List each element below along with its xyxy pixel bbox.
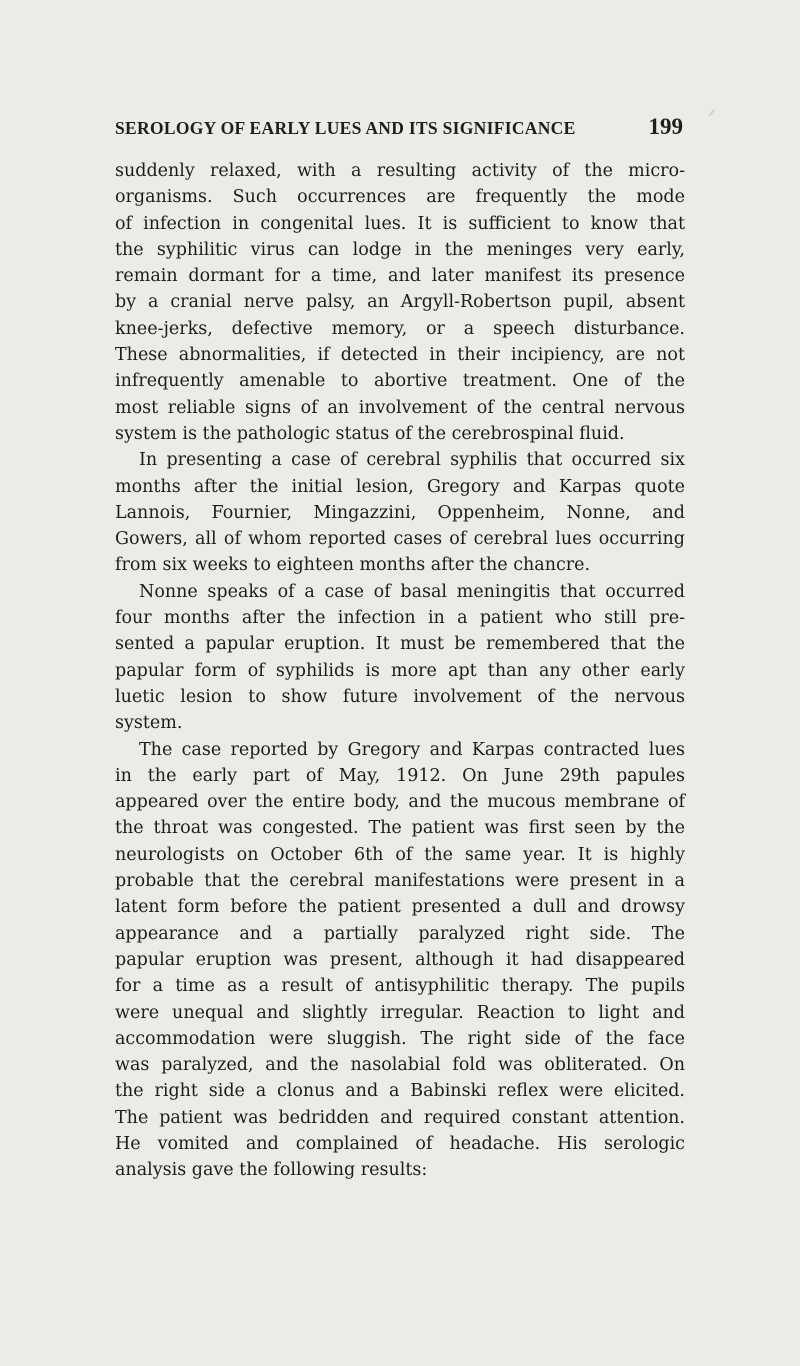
page-number: 199 [648, 114, 683, 139]
text-line: appeared over the entire body, and the mucous membrane of [115, 792, 685, 813]
text-line: papular eruption was present, although it had disappeared [115, 949, 685, 970]
text-line: luetic lesion to show future involvement of the nervous [115, 686, 685, 707]
paragraph [115, 447, 685, 578]
text-line: the syphilitic virus can lodge in the meninges very early, [115, 239, 685, 260]
text-line: infrequently amenable to abortive treatment. One of the [115, 371, 685, 392]
text-line: system is the pathologic status of the cerebrospinal fluid. [115, 423, 625, 444]
text-line: by a cranial nerve palsy, an Argyll-Robertson pupil, absent [115, 292, 685, 313]
text-line: the throat was congested. The patient was first seen by the [115, 818, 685, 839]
text-line: probable that the cerebral manifestations were present in a [115, 871, 685, 892]
text-line: four months after the infection in a patient who still pre- [115, 608, 685, 629]
text-line: sented a papular eruption. It must be remembered that the [115, 634, 685, 655]
text-line: papular form of syphilids is more apt than any other early [115, 660, 685, 681]
text-line: in the early part of May, 1912. On June 29th papules [115, 765, 685, 786]
text-line: latent form before the patient presented a dull and drowsy [115, 897, 685, 918]
text-line: months after the initial lesion, Gregory and Karpas quote [115, 476, 685, 497]
text-line: remain dormant for a time, and later manifest its presence [115, 266, 685, 287]
text-line: for a time as a result of antisyphilitic therapy. The pupils [115, 976, 685, 997]
text-line: He vomited and complained of headache. His serologic [115, 1133, 685, 1154]
text-line: The patient was bedridden and required constant attention. [115, 1107, 685, 1128]
text-line: In presenting a case of cerebral syphilis that occurred six [139, 450, 685, 471]
text-line: The case reported by Gregory and Karpas contracted lues [139, 739, 685, 760]
text-line: organisms. Such occurrences are frequently the mode [115, 187, 685, 208]
text-line: were unequal and slightly irregular. Reaction to light and [115, 1002, 685, 1023]
text-line: These abnormalities, if detected in their incipiency, are not [115, 345, 685, 366]
running-title: SEROLOGY OF EARLY LUES AND ITS SIGNIFICANCE [115, 118, 576, 138]
text-line: appearance and a partially paralyzed right side. The [115, 923, 685, 944]
text-line: suddenly relaxed, with a resulting activity of the micro- [115, 161, 685, 181]
text-line: Lannois, Fournier, Mingazzini, Oppenheim, Nonne, and [115, 502, 685, 523]
text-line: from six weeks to eighteen months after the chancre. [115, 555, 591, 576]
paragraph [115, 158, 685, 447]
text-line: knee-jerks, defective memory, or a speech disturbance. [115, 318, 685, 339]
paragraph [115, 579, 685, 737]
text-line: Gowers, all of whom reported cases of cerebral lues occurring [115, 529, 685, 550]
text-line: the right side a clonus and a Babinski reflex were elicited. [115, 1081, 685, 1102]
body-text [115, 158, 685, 1184]
text-line: system. [115, 713, 183, 734]
paragraph [115, 737, 685, 1184]
text-line: neurologists on October 6th of the same year. It is highly [115, 844, 685, 865]
running-header [115, 114, 683, 142]
text-line: was paralyzed, and the nasolabial fold was obliterated. On [115, 1055, 685, 1076]
text-line: analysis gave the following results: [115, 1160, 428, 1181]
text-line: Nonne speaks of a case of basal meningitis that occurred [139, 581, 685, 602]
text-line: most reliable signs of an involvement of the central nervous [115, 397, 685, 418]
text-line: of infection in congenital lues. It is sufficient to know that [115, 213, 685, 234]
text-line: accommodation were sluggish. The right side of the face [115, 1028, 685, 1049]
scan-mark [709, 109, 715, 116]
